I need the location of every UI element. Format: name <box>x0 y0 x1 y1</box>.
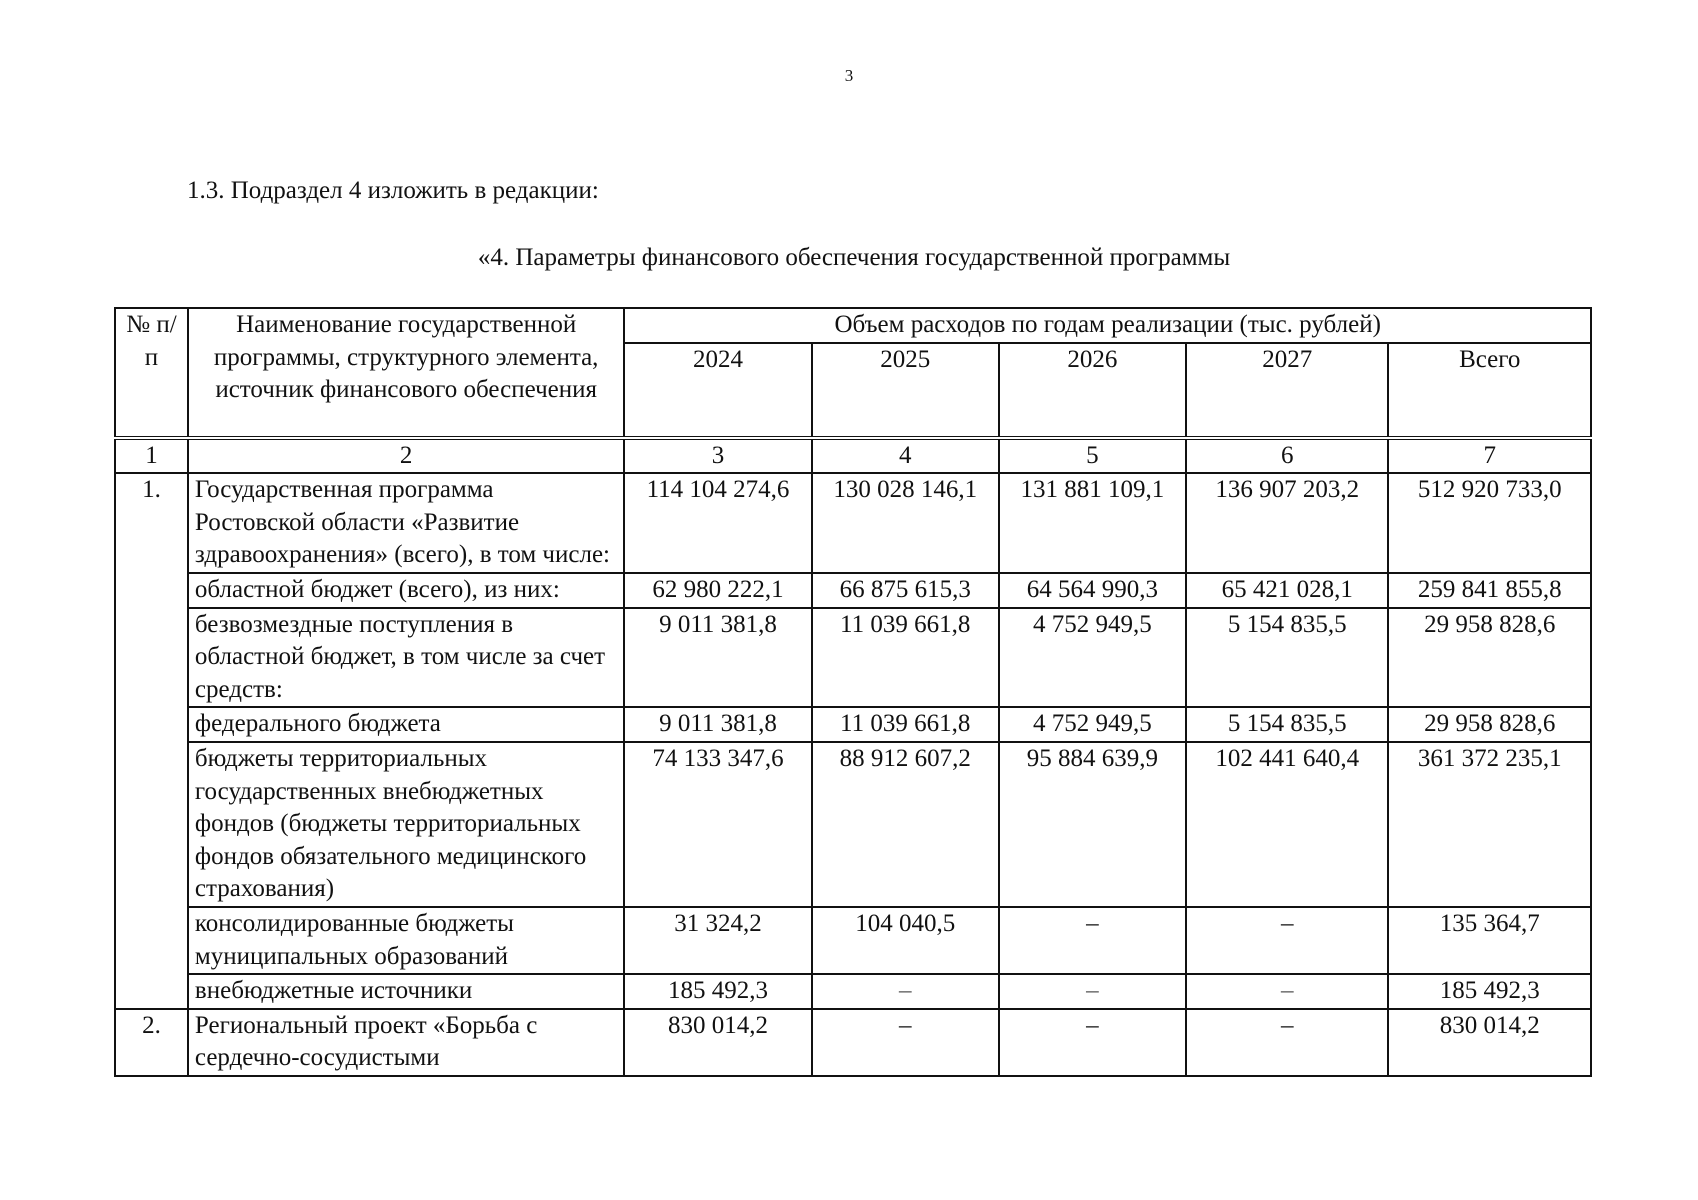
value-total: 259 841 855,8 <box>1388 573 1591 608</box>
header-year: 2026 <box>999 343 1186 438</box>
row-name: консолидированные бюджеты муниципальных образований <box>188 907 624 974</box>
row-name: областной бюджет (всего), из них: <box>188 573 624 608</box>
intro-paragraph: 1.3. Подраздел 4 изложить в редакции: <box>187 177 599 204</box>
value-2026: 4 752 949,5 <box>999 707 1186 742</box>
row-name: Государственная программа Ростовской области «Развитие здравоохранения» (всего), в том числе: <box>188 473 624 573</box>
value-2025: – <box>812 1009 999 1076</box>
value-total: 29 958 828,6 <box>1388 608 1591 708</box>
column-number: 4 <box>812 438 999 474</box>
table-row <box>115 907 1591 974</box>
row-name: безвозмездные поступления в областной бюджет, в том числе за счет средств: <box>188 608 624 708</box>
header-col-group: Объем расходов по годам реализации (тыс. рублей) <box>624 308 1591 343</box>
table-row <box>115 1009 1591 1076</box>
value-2027: – <box>1186 907 1388 974</box>
value-total: 512 920 733,0 <box>1388 473 1591 573</box>
value-2026: 4 752 949,5 <box>999 608 1186 708</box>
value-2026: – <box>999 907 1186 974</box>
value-2024: 830 014,2 <box>624 1009 811 1076</box>
value-2026: – <box>999 974 1186 1009</box>
header-row-1 <box>115 308 1591 343</box>
header-year: 2024 <box>624 343 811 438</box>
header-total: Всего <box>1388 343 1591 438</box>
value-2027: 65 421 028,1 <box>1186 573 1388 608</box>
value-2025: 11 039 661,8 <box>812 707 999 742</box>
header-year: 2027 <box>1186 343 1388 438</box>
value-2024: 31 324,2 <box>624 907 811 974</box>
value-2026: 64 564 990,3 <box>999 573 1186 608</box>
table-row <box>115 473 1591 573</box>
table-row <box>115 742 1591 907</box>
row-index: 1. <box>115 473 188 1009</box>
value-2024: 62 980 222,1 <box>624 573 811 608</box>
value-total: 135 364,7 <box>1388 907 1591 974</box>
value-2025: – <box>812 974 999 1009</box>
table-row <box>115 608 1591 708</box>
table-row <box>115 974 1591 1009</box>
value-total: 185 492,3 <box>1388 974 1591 1009</box>
row-name: внебюджетные источники <box>188 974 624 1009</box>
table-row <box>115 707 1591 742</box>
row-name: Региональный проект «Борьба с сердечно-сосудистыми <box>188 1009 624 1076</box>
value-2024: 114 104 274,6 <box>624 473 811 573</box>
value-2027: 5 154 835,5 <box>1186 608 1388 708</box>
value-2024: 185 492,3 <box>624 974 811 1009</box>
column-number: 3 <box>624 438 811 474</box>
row-index: 2. <box>115 1009 188 1076</box>
value-total: 830 014,2 <box>1388 1009 1591 1076</box>
page-number: 3 <box>844 66 854 85</box>
row-name: бюджеты территориальных государственных внебюджетных фондов (бюджеты территориальных фондов обязательного медицинского страхования) <box>188 742 624 907</box>
financing-table <box>114 307 1592 1077</box>
value-2025: 11 039 661,8 <box>812 608 999 708</box>
value-2024: 9 011 381,8 <box>624 707 811 742</box>
header-col-num: № п/п <box>115 308 188 438</box>
value-2025: 104 040,5 <box>812 907 999 974</box>
column-number: 2 <box>188 438 624 474</box>
value-2026: – <box>999 1009 1186 1076</box>
header-year: 2025 <box>812 343 999 438</box>
value-2026: 131 881 109,1 <box>999 473 1186 573</box>
value-2027: – <box>1186 974 1388 1009</box>
value-2025: 88 912 607,2 <box>812 742 999 907</box>
value-2027: 136 907 203,2 <box>1186 473 1388 573</box>
value-2025: 66 875 615,3 <box>812 573 999 608</box>
value-total: 29 958 828,6 <box>1388 707 1591 742</box>
column-number: 6 <box>1186 438 1388 474</box>
value-2024: 9 011 381,8 <box>624 608 811 708</box>
header-col-name: Наименование государственной программы, структурного элемента, источник финансового обеспечения <box>188 308 624 438</box>
value-2027: 5 154 835,5 <box>1186 707 1388 742</box>
value-2025: 130 028 146,1 <box>812 473 999 573</box>
column-number: 5 <box>999 438 1186 474</box>
table-row <box>115 573 1591 608</box>
value-2027: – <box>1186 1009 1388 1076</box>
value-2027: 102 441 640,4 <box>1186 742 1388 907</box>
column-number: 1 <box>115 438 188 474</box>
column-number: 7 <box>1388 438 1591 474</box>
value-total: 361 372 235,1 <box>1388 742 1591 907</box>
column-number-row <box>115 438 1591 474</box>
value-2024: 74 133 347,6 <box>624 742 811 907</box>
value-2026: 95 884 639,9 <box>999 742 1186 907</box>
section-title: «4. Параметры финансового обеспечения государственной программы <box>477 244 1231 271</box>
row-name: федерального бюджета <box>188 707 624 742</box>
